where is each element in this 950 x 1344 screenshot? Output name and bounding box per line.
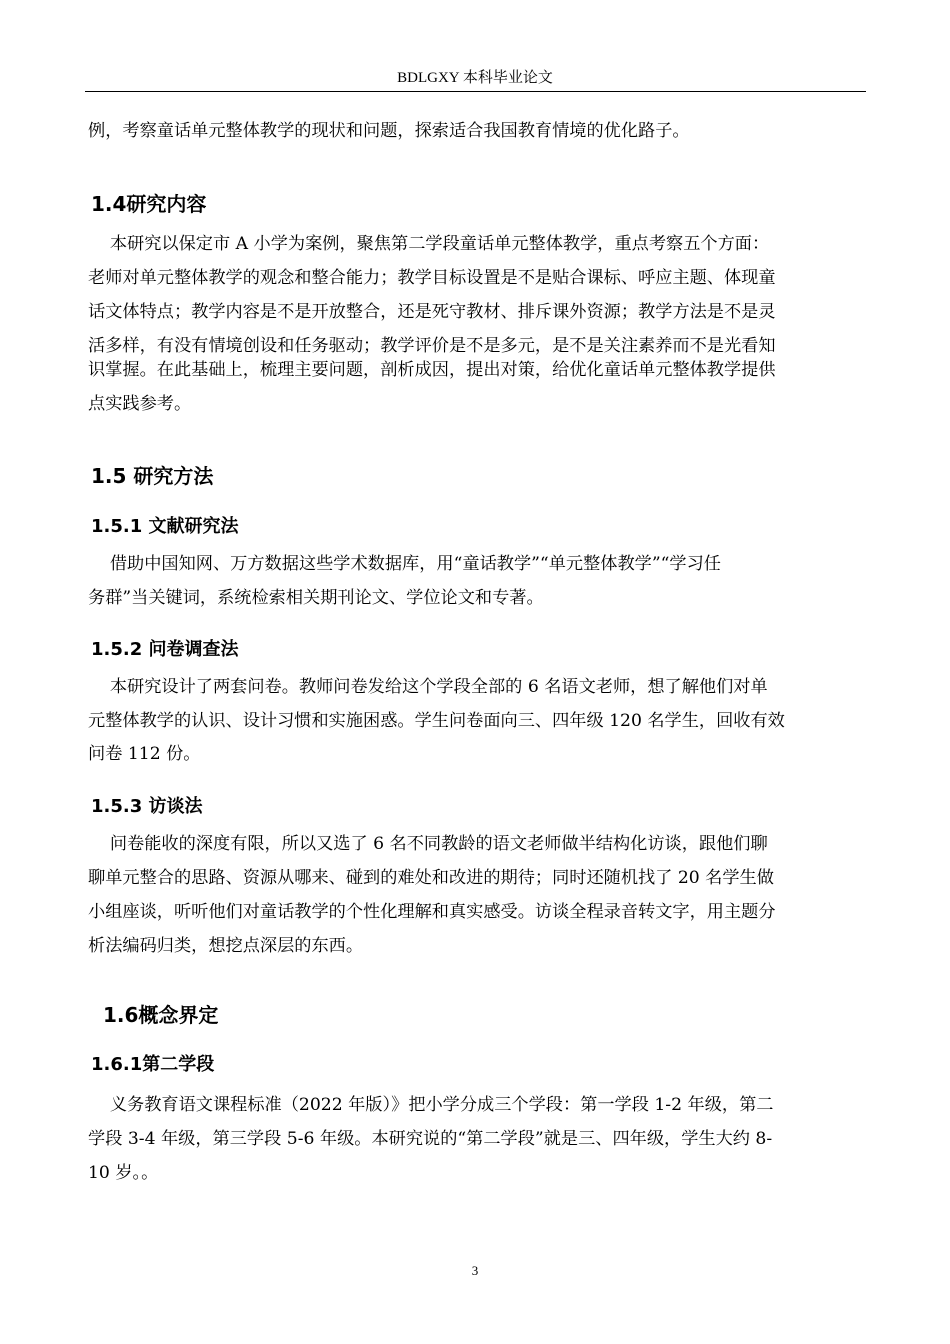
subsection-heading-1-5-2: 1.5.2 问卷调查法 (91, 639, 239, 660)
body-line: 问卷 112 份。 (88, 744, 201, 764)
body-line: 话文体特点；教学内容是不是开放整合，还是死守教材、排斥课外资源；教学方法是不是灵 (88, 302, 776, 322)
body-line: 老师对单元整体教学的观念和整合能力；教学目标设置是不是贴合课标、呼应主题、体现童 (88, 268, 776, 288)
body-line: 例，考察童话单元整体教学的现状和问题，探索适合我国教育情境的优化路子。 (88, 121, 690, 141)
body-line: 聊单元整合的思路、资源从哪来、碰到的难处和改进的期待；同时还随机找了 20 名学生做 (88, 868, 774, 888)
page-number: 3 (471, 1263, 479, 1278)
body-line: 借助中国知网、万方数据这些学术数据库，用“童话教学”“单元整体教学”“学习任 (88, 554, 721, 574)
body-line: 本研究设计了两套问卷。教师问卷发给这个学段全部的 6 名语文老师，想了解他们对单 (88, 677, 768, 697)
body-line: 元整体教学的认识、设计习惯和实施困惑。学生问卷面向三、四年级 120 名学生，回收有效 (88, 711, 785, 731)
body-line: 学段 3-4 年级，第三学段 5-6 年级。本研究说的“第二学段”就是三、四年级，学生大约 8- (88, 1129, 773, 1149)
section-heading-1-4: 1.4研究内容 (91, 192, 207, 216)
body-line: 本研究以保定市 A 小学为案例，聚焦第二学段童话单元整体教学，重点考察五个方面： (88, 234, 770, 254)
body-line: 点实践参考。 (88, 394, 192, 414)
body-line: 10 岁。。 (88, 1163, 159, 1183)
subsection-heading-1-6-1: 1.6.1第二学段 (91, 1054, 215, 1075)
body-line: 问卷能收的深度有限，所以又选了 6 名不同教龄的语文老师做半结构化访谈，跟他们聊 (88, 834, 768, 854)
running-header: BDLGXY 本科毕业论文 (397, 70, 553, 86)
subsection-heading-1-5-1: 1.5.1 文献研究法 (91, 516, 239, 537)
body-line: 析法编码归类，想挖点深层的东西。 (88, 936, 364, 956)
body-line: 活多样，有没有情境创设和任务驱动；教学评价是不是多元，是不是关注素养而不是光看知 (88, 336, 776, 356)
header-rule (85, 91, 866, 92)
section-heading-1-6: 1.6概念界定 (103, 1003, 219, 1027)
subsection-heading-1-5-3: 1.5.3 访谈法 (91, 796, 203, 817)
section-heading-1-5: 1.5 研究方法 (91, 464, 214, 488)
body-line: 务群”当关键词，系统检索相关期刊论文、学位论文和专著。 (88, 588, 544, 608)
body-line: 识掌握。在此基础上，梳理主要问题，剖析成因，提出对策，给优化童话单元整体教学提供 (88, 360, 776, 380)
body-line: 义务教育语文课程标准（2022 年版）》把小学分成三个学段：第一学段 1-2 年级，第二 (88, 1095, 774, 1115)
body-line: 小组座谈，听听他们对童话教学的个性化理解和真实感受。访谈全程录音转文字，用主题分 (88, 902, 776, 922)
